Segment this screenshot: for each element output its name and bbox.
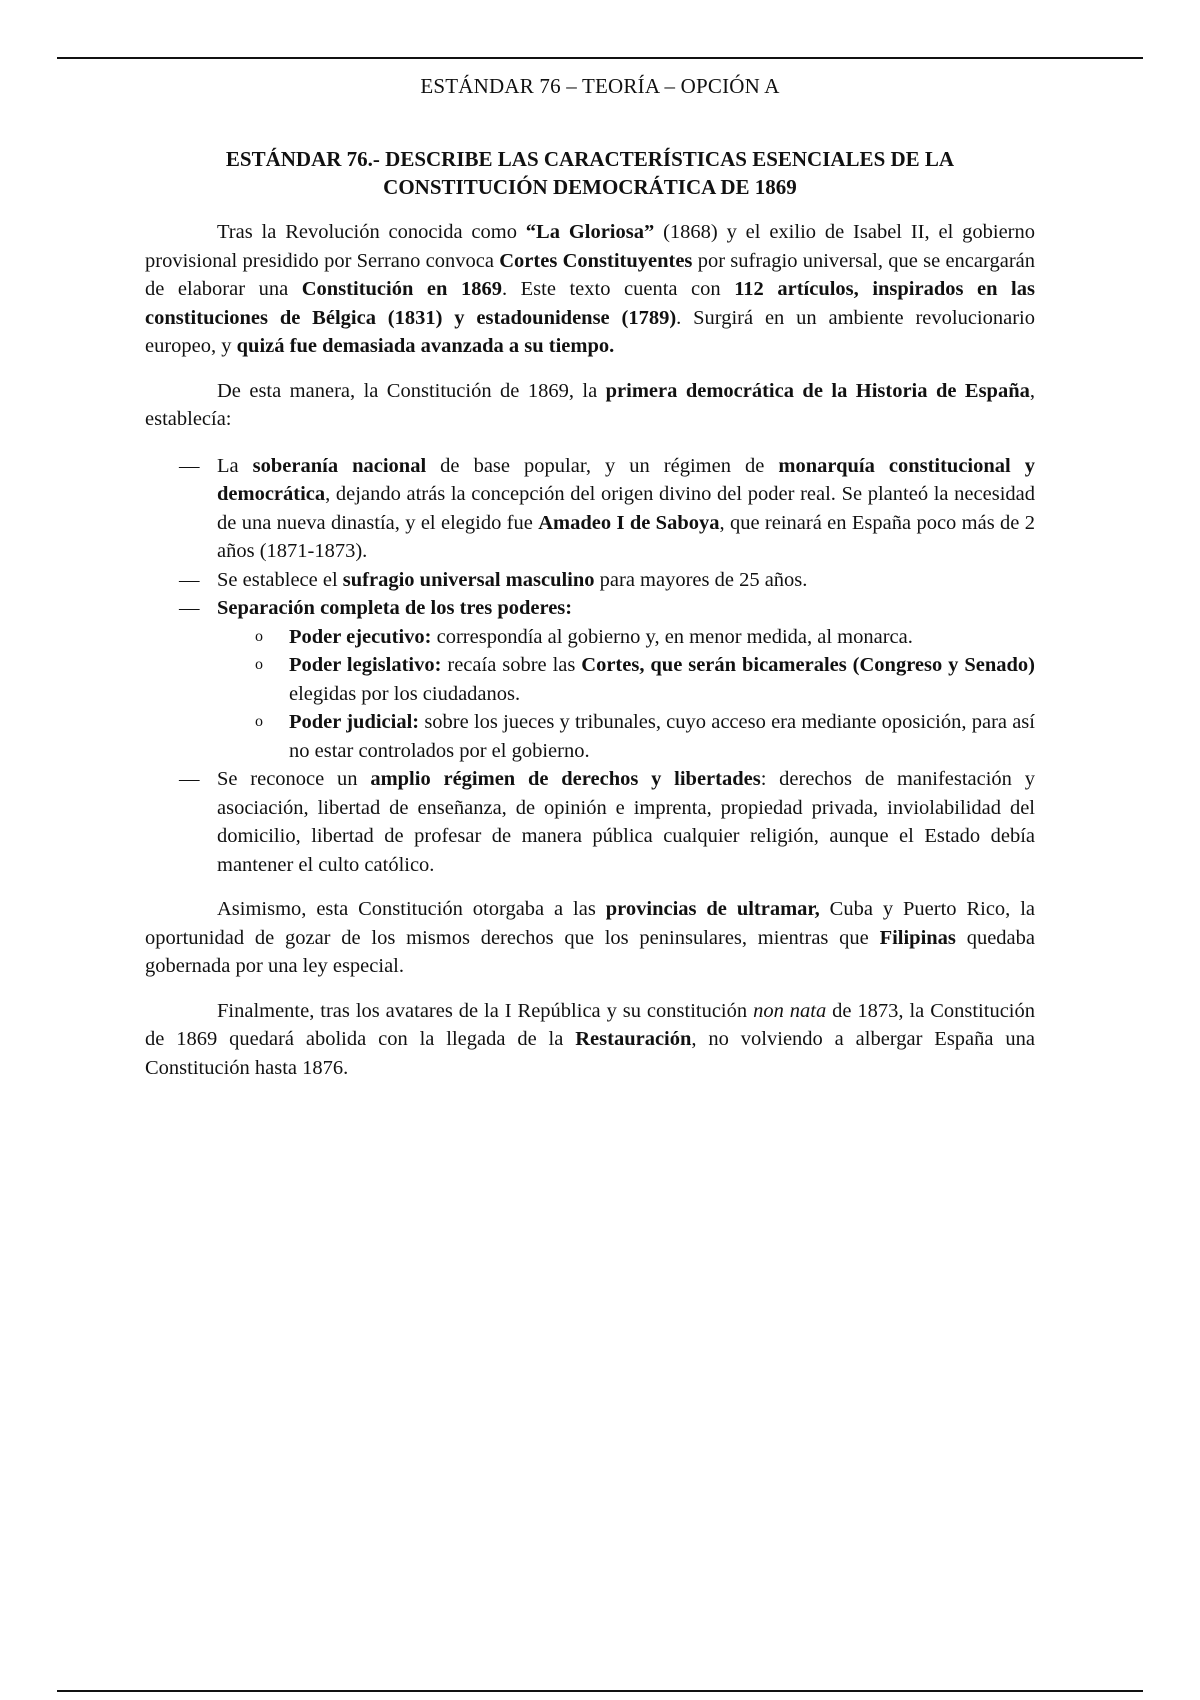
bold-run: quizá fue demasiada avanzada a su tiempo.	[236, 335, 615, 357]
text-run: , que reinará en España poco más de 2 años (1871-1873).	[217, 511, 1036, 562]
bold-run: monarquía constitucional y democrática	[217, 454, 1036, 505]
bold-run: Separación completa de los tres poderes:	[217, 597, 573, 619]
powers-sublist	[217, 623, 1035, 766]
running-header: ESTÁNDAR 76 – TEORÍA – OPCIÓN A	[420, 74, 780, 98]
text-run: . Surgirá en un ambiente revolucionario europeo, y	[145, 306, 1035, 357]
text-run: recaía sobre las	[441, 654, 582, 676]
bold-run: Restauración	[575, 1028, 692, 1050]
dash-bullet: —	[179, 768, 200, 790]
list-item-separation-of-powers	[179, 594, 1035, 765]
bold-run: Filipinas	[879, 926, 956, 949]
sublist-item-legislative	[255, 651, 1035, 708]
document-title	[145, 145, 1035, 201]
text-run: Cuba y Puerto Rico, la oportunidad de gozar de los mismos derechos que los peninsulares, mientras que	[145, 898, 1035, 949]
sublist-item-judicial	[255, 708, 1035, 765]
paragraph-intro	[145, 218, 1035, 361]
text-run: , no volviendo a albergar España una Constitución hasta 1876.	[145, 1028, 1035, 1079]
paragraph-conclusion	[145, 997, 1035, 1083]
bold-run: “La Gloriosa”	[525, 221, 655, 243]
dash-bullet: —	[179, 597, 200, 619]
circle-bullet: o	[255, 656, 263, 673]
bold-run: provincias de ultramar,	[605, 898, 820, 920]
features-list	[145, 452, 1035, 880]
circle-bullet: o	[255, 713, 263, 730]
text-run: Asimismo, esta Constitución otorgaba a las	[217, 898, 606, 920]
text-run: sobre los jueces y tribunales, cuyo acceso era mediante oposición, para así no estar controlados por el gobierno.	[289, 711, 1035, 762]
bold-run: 112 artículos, inspirados en las constituciones de Bélgica (1831) y estadounidense (1789)	[145, 278, 1035, 329]
bold-run: soberanía nacional	[252, 454, 427, 477]
bold-run: primera democrática de la Historia de España	[605, 379, 1030, 402]
text-run: (1868) y el exilio de Isabel II, el gobierno provisional presidido por Serrano convoca	[145, 221, 1035, 272]
text-run: Se reconoce un	[217, 768, 371, 790]
text-run: : derechos de manifestación y asociación, libertad de enseñanza, de opinión e imprenta, propiedad privada, inviolabilidad del domicilio, libertad de profesar de manera pública cualquier religión, aunque el Estado debía mantener el culto católico.	[217, 768, 1035, 876]
dash-bullet: —	[179, 454, 200, 477]
bold-run: Poder ejecutivo:	[289, 625, 432, 648]
text-run: de 1873, la Constitución de 1869 quedará abolida con la llegada de la	[145, 999, 1035, 1050]
text-run: correspondía al gobierno y, en menor medida, al monarca.	[431, 625, 913, 648]
footer-rule	[57, 1690, 1143, 1692]
text-run: . Este texto cuenta con	[501, 278, 735, 300]
bold-run: sufragio universal masculino	[342, 568, 595, 591]
list-item-rights	[179, 765, 1035, 879]
title-line-2: CONSTITUCIÓN DEMOCRÁTICA DE 1869	[383, 175, 797, 199]
list-item-sovereignty	[179, 452, 1036, 566]
bold-run: Constitución en 1869	[301, 278, 502, 300]
text-run: Finalmente, tras los avatares de la I República y su constitución	[217, 999, 754, 1022]
document-body	[145, 145, 1035, 1098]
bold-run: Cortes, que serán bicamerales (Congreso y Senado)	[581, 654, 1035, 676]
header-rule	[57, 57, 1143, 59]
bold-run: Poder legislativo:	[289, 654, 442, 676]
sublist-item-executive	[255, 623, 1035, 652]
text-run: por sufragio universal, que se encargarán de elaborar una	[145, 249, 1035, 300]
list-item-suffrage	[179, 566, 1035, 595]
bold-run: Amadeo I de Saboya	[538, 511, 720, 534]
text-run: De esta manera, la Constitución de 1869, la	[217, 379, 606, 402]
paragraph-overseas	[145, 895, 1035, 981]
text-run: Se establece el	[217, 568, 343, 591]
text-run: La	[217, 454, 253, 477]
text-run: para mayores de 25 años.	[594, 568, 808, 591]
text-run: quedaba gobernada por una ley especial.	[145, 926, 1036, 977]
text-run: elegidas por los ciudadanos.	[289, 682, 521, 705]
bold-run: Cortes Constituyentes	[499, 249, 693, 272]
bold-run: amplio régimen de derechos y libertades	[370, 768, 761, 790]
text-run: , dejando atrás la concepción del origen divino del poder real. Se planteó la necesidad de una nueva dinastía, y el elegido fue	[217, 483, 1035, 534]
paragraph-establishes	[145, 377, 1035, 434]
text-run: , establecía:	[145, 379, 1035, 430]
title-line-1: ESTÁNDAR 76.- DESCRIBE LAS CARACTERÍSTICAS ESENCIALES DE LA	[225, 147, 955, 171]
text-run: Tras la Revolución conocida como	[217, 221, 526, 243]
dash-bullet: —	[179, 568, 200, 591]
italic-run: non nata	[753, 999, 827, 1022]
bold-run: Poder judicial:	[289, 711, 420, 733]
circle-bullet: o	[255, 627, 263, 645]
text-run: de base popular, y un régimen de	[426, 454, 779, 477]
